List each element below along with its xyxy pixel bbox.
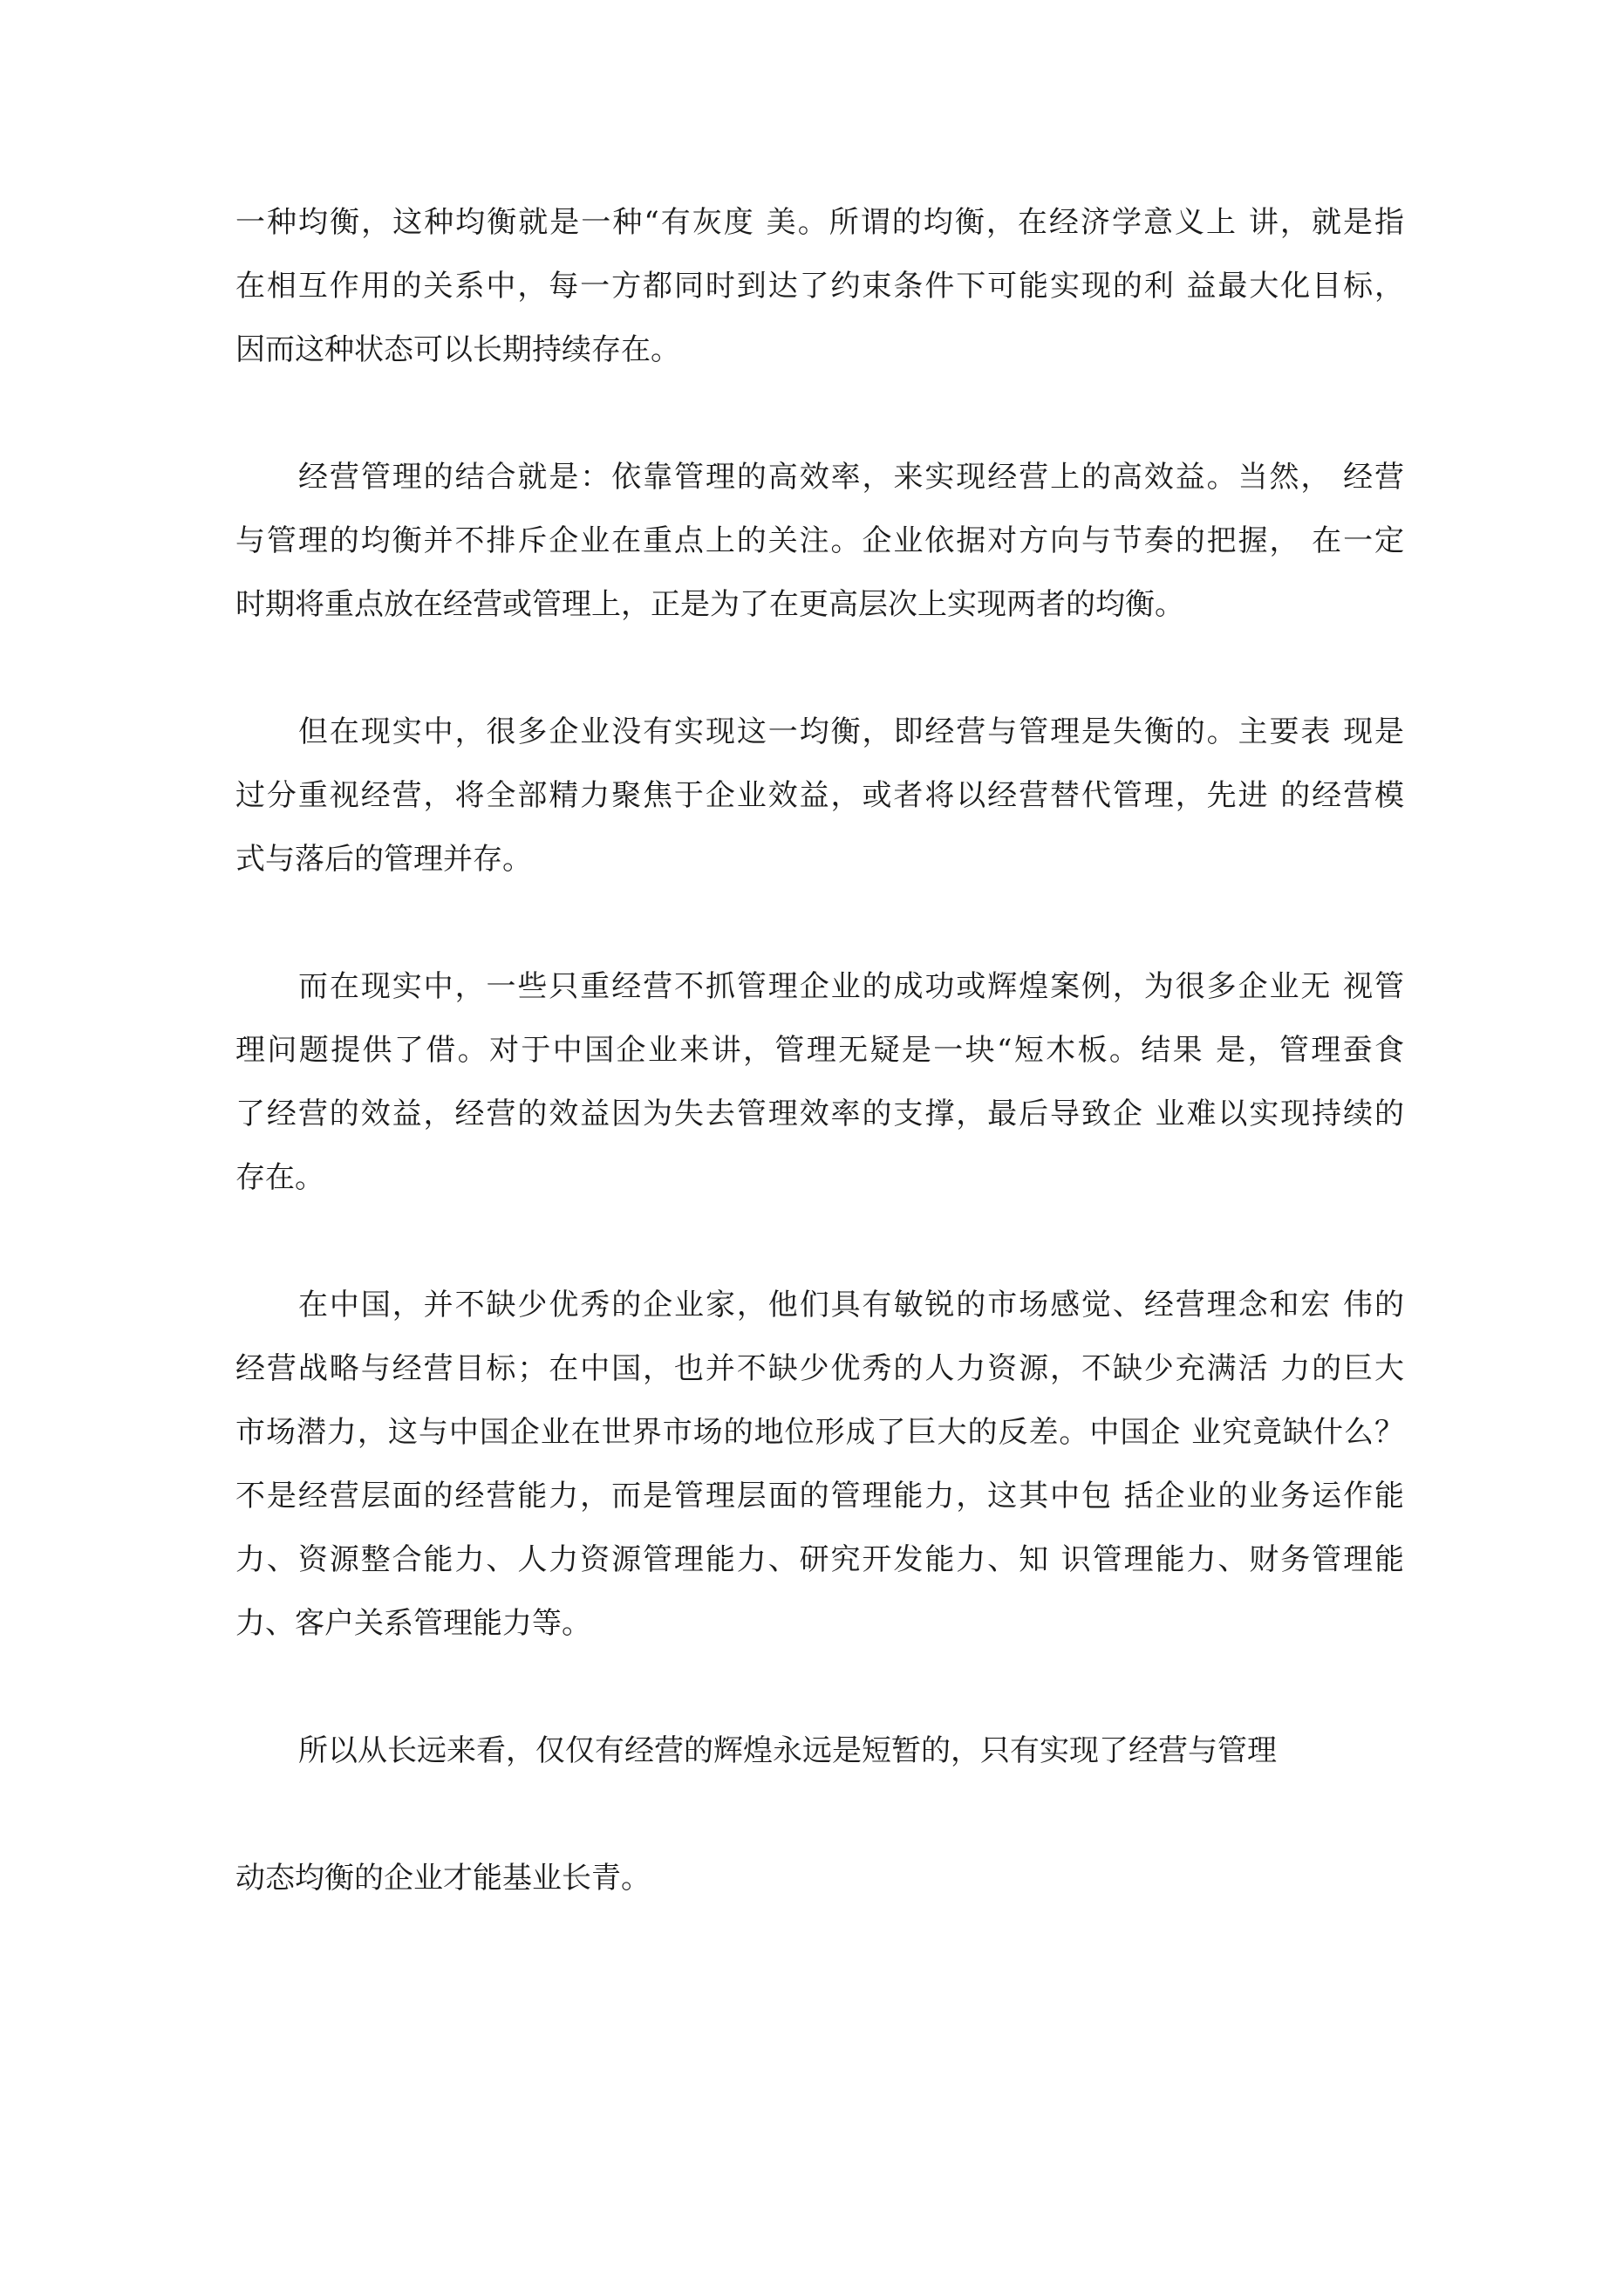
paragraph-3-line-2: 过分重视经营，将全部精力聚焦于企业效益，或者将以经营替代管理，先进 的经营模 [235,778,1404,813]
paragraph-5-line-5: 力、资源整合能力、人力资源管理能力、研究开发能力、知 识管理能力、财务管理能 [235,1542,1404,1577]
paragraph-5-line-4: 不是经营层面的经营能力，而是管理层面的管理能力，这其中包 括企业的业务运作能 [235,1479,1404,1514]
paragraph-4-line-2: 理问题提供了借。对于中国企业来讲，管理无疑是一块“短木板。结果 是，管理蚕食 [235,1033,1404,1068]
paragraph-3-line-3: 式与落后的管理并存。 [235,842,532,877]
paragraph-4-line-3: 了经营的效益，经营的效益因为失去管理效率的支撑，最后导致企 业难以实现持续的 [235,1097,1404,1131]
paragraph-1-line-2: 在相互作用的关系中，每一方都同时到达了约束条件下可能实现的利 益最大化目标， [235,269,1404,304]
paragraph-2-line-2: 与管理的均衡并不排斥企业在重点上的关注。企业依据对方向与节奏的把握， 在一定 [235,523,1404,558]
paragraph-1-line-1: 一种均衡，这种均衡就是一种“有灰度 美。所谓的均衡，在经济学意义上 讲，就是指 [235,205,1404,240]
paragraph-7-line-1: 动态均衡的企业才能基业长青。 [235,1861,651,1896]
paragraph-4-line-4: 存在。 [235,1160,324,1195]
paragraph-3-line-1: 但在现实中，很多企业没有实现这一均衡，即经营与管理是失衡的。主要表 现是 [298,714,1404,749]
paragraph-5-line-1: 在中国，并不缺少优秀的企业家，他们具有敏锐的市场感觉、经营理念和宏 伟的 [298,1288,1404,1322]
paragraph-4-line-1: 而在现实中，一些只重经营不抓管理企业的成功或辉煌案例，为很多企业无 视管 [298,969,1404,1004]
paragraph-2-line-3: 时期将重点放在经营或管理上，正是为了在更高层次上实现两者的均衡。 [235,587,1184,622]
paragraph-2-line-1: 经营管理的结合就是：依靠管理的高效率，来实现经营上的高效益。当然， 经营 [298,460,1404,495]
paragraph-5-line-6: 力、客户关系管理能力等。 [235,1606,591,1641]
paragraph-5-line-2: 经营战略与经营目标；在中国，也并不缺少优秀的人力资源，不缺少充满活 力的巨大 [235,1351,1404,1386]
paragraph-1-line-3: 因而这种状态可以长期持续存在。 [235,332,680,367]
paragraph-6-line-1: 所以从长远来看，仅仅有经营的辉煌永远是短暂的，只有实现了经营与管理 [298,1733,1277,1768]
paragraph-5-line-3: 市场潜力，这与中国企业在世界市场的地位形成了巨大的反差。中国企 业究竟缺什么？ [235,1415,1404,1450]
